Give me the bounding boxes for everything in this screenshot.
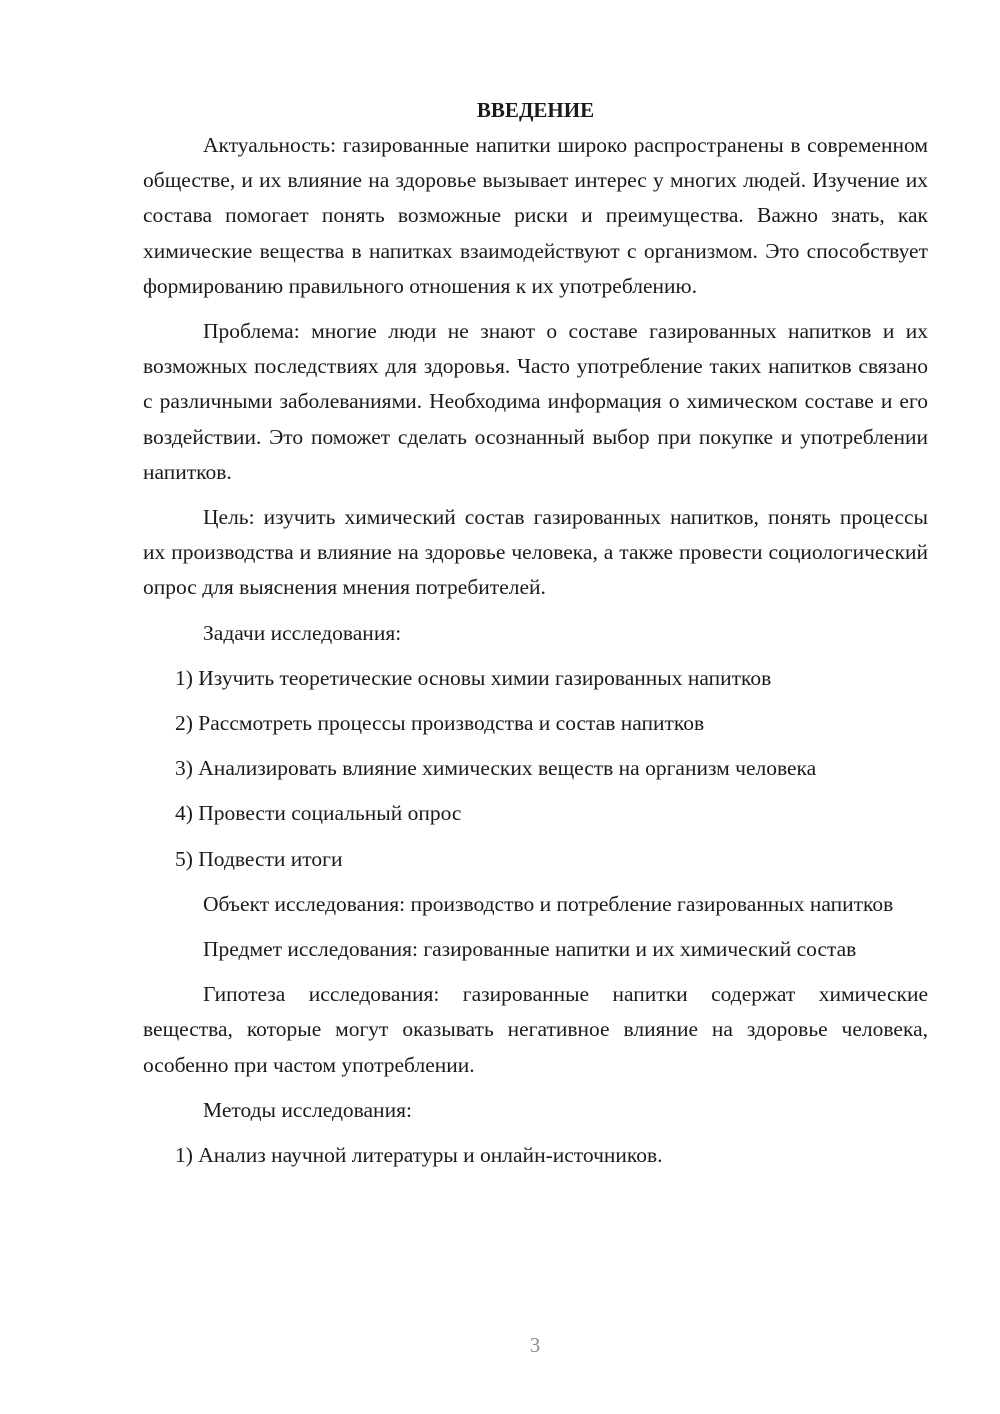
paragraph-problem: Проблема: многие люди не знают о составе газированных напитков и их возможных последствиях для здоровья. Часто употребление таких напитков связано с различными заболеваниями. Необходима информация о химическом составе и его воздействии. Это поможет сделать осознанный выбор при покупке и употреблении напитков.	[143, 319, 928, 484]
methods-list	[143, 1138, 928, 1173]
paragraph-hypothesis: Гипотеза исследования: газированные напитки содержат химические вещества, которые могут оказывать негативное влияние на здоровье человека, особенно при частом употреблении.	[143, 982, 928, 1077]
list-item: 3) Анализировать влияние химических веществ на организм человека	[175, 756, 817, 781]
list-item: 4) Провести социальный опрос	[175, 801, 462, 826]
document-page	[143, 94, 928, 1183]
list-item: 1) Изучить теоретические основы химии газированных напитков	[175, 665, 772, 690]
page-number: 3	[529, 1333, 541, 1357]
tasks-heading: Задачи исследования:	[203, 620, 402, 645]
tasks-list	[143, 661, 928, 877]
list-item: 5) Подвести итоги	[175, 846, 343, 871]
paragraph-goal: Цель: изучить химический состав газированных напитков, понять процессы их производства и влияние на здоровье человека, а также провести социологический опрос для выяснения мнения потребителей.	[143, 505, 928, 600]
list-item: 2) Рассмотреть процессы производства и состав напитков	[175, 711, 705, 736]
paragraph-subject: Предмет исследования: газированные напитки и их химический состав	[203, 937, 857, 962]
paragraph-relevance: Актуальность: газированные напитки широко распространены в современном обществе, и их влияние на здоровье вызывает интерес у многих людей. Изучение их состава помогает понять возможные риски и преимущества. Важно знать, как химические вещества в напитках взаимодействуют с организмом. Это способствует формированию правильного отношения к их употреблению.	[143, 133, 928, 298]
methods-heading: Методы исследования:	[203, 1097, 412, 1122]
list-item: 1) Анализ научной литературы и онлайн-источников.	[175, 1143, 663, 1168]
paragraph-object: Объект исследования: производство и потребление газированных напитков	[203, 891, 894, 916]
page-title: ВВЕДЕНИЕ	[476, 98, 595, 122]
